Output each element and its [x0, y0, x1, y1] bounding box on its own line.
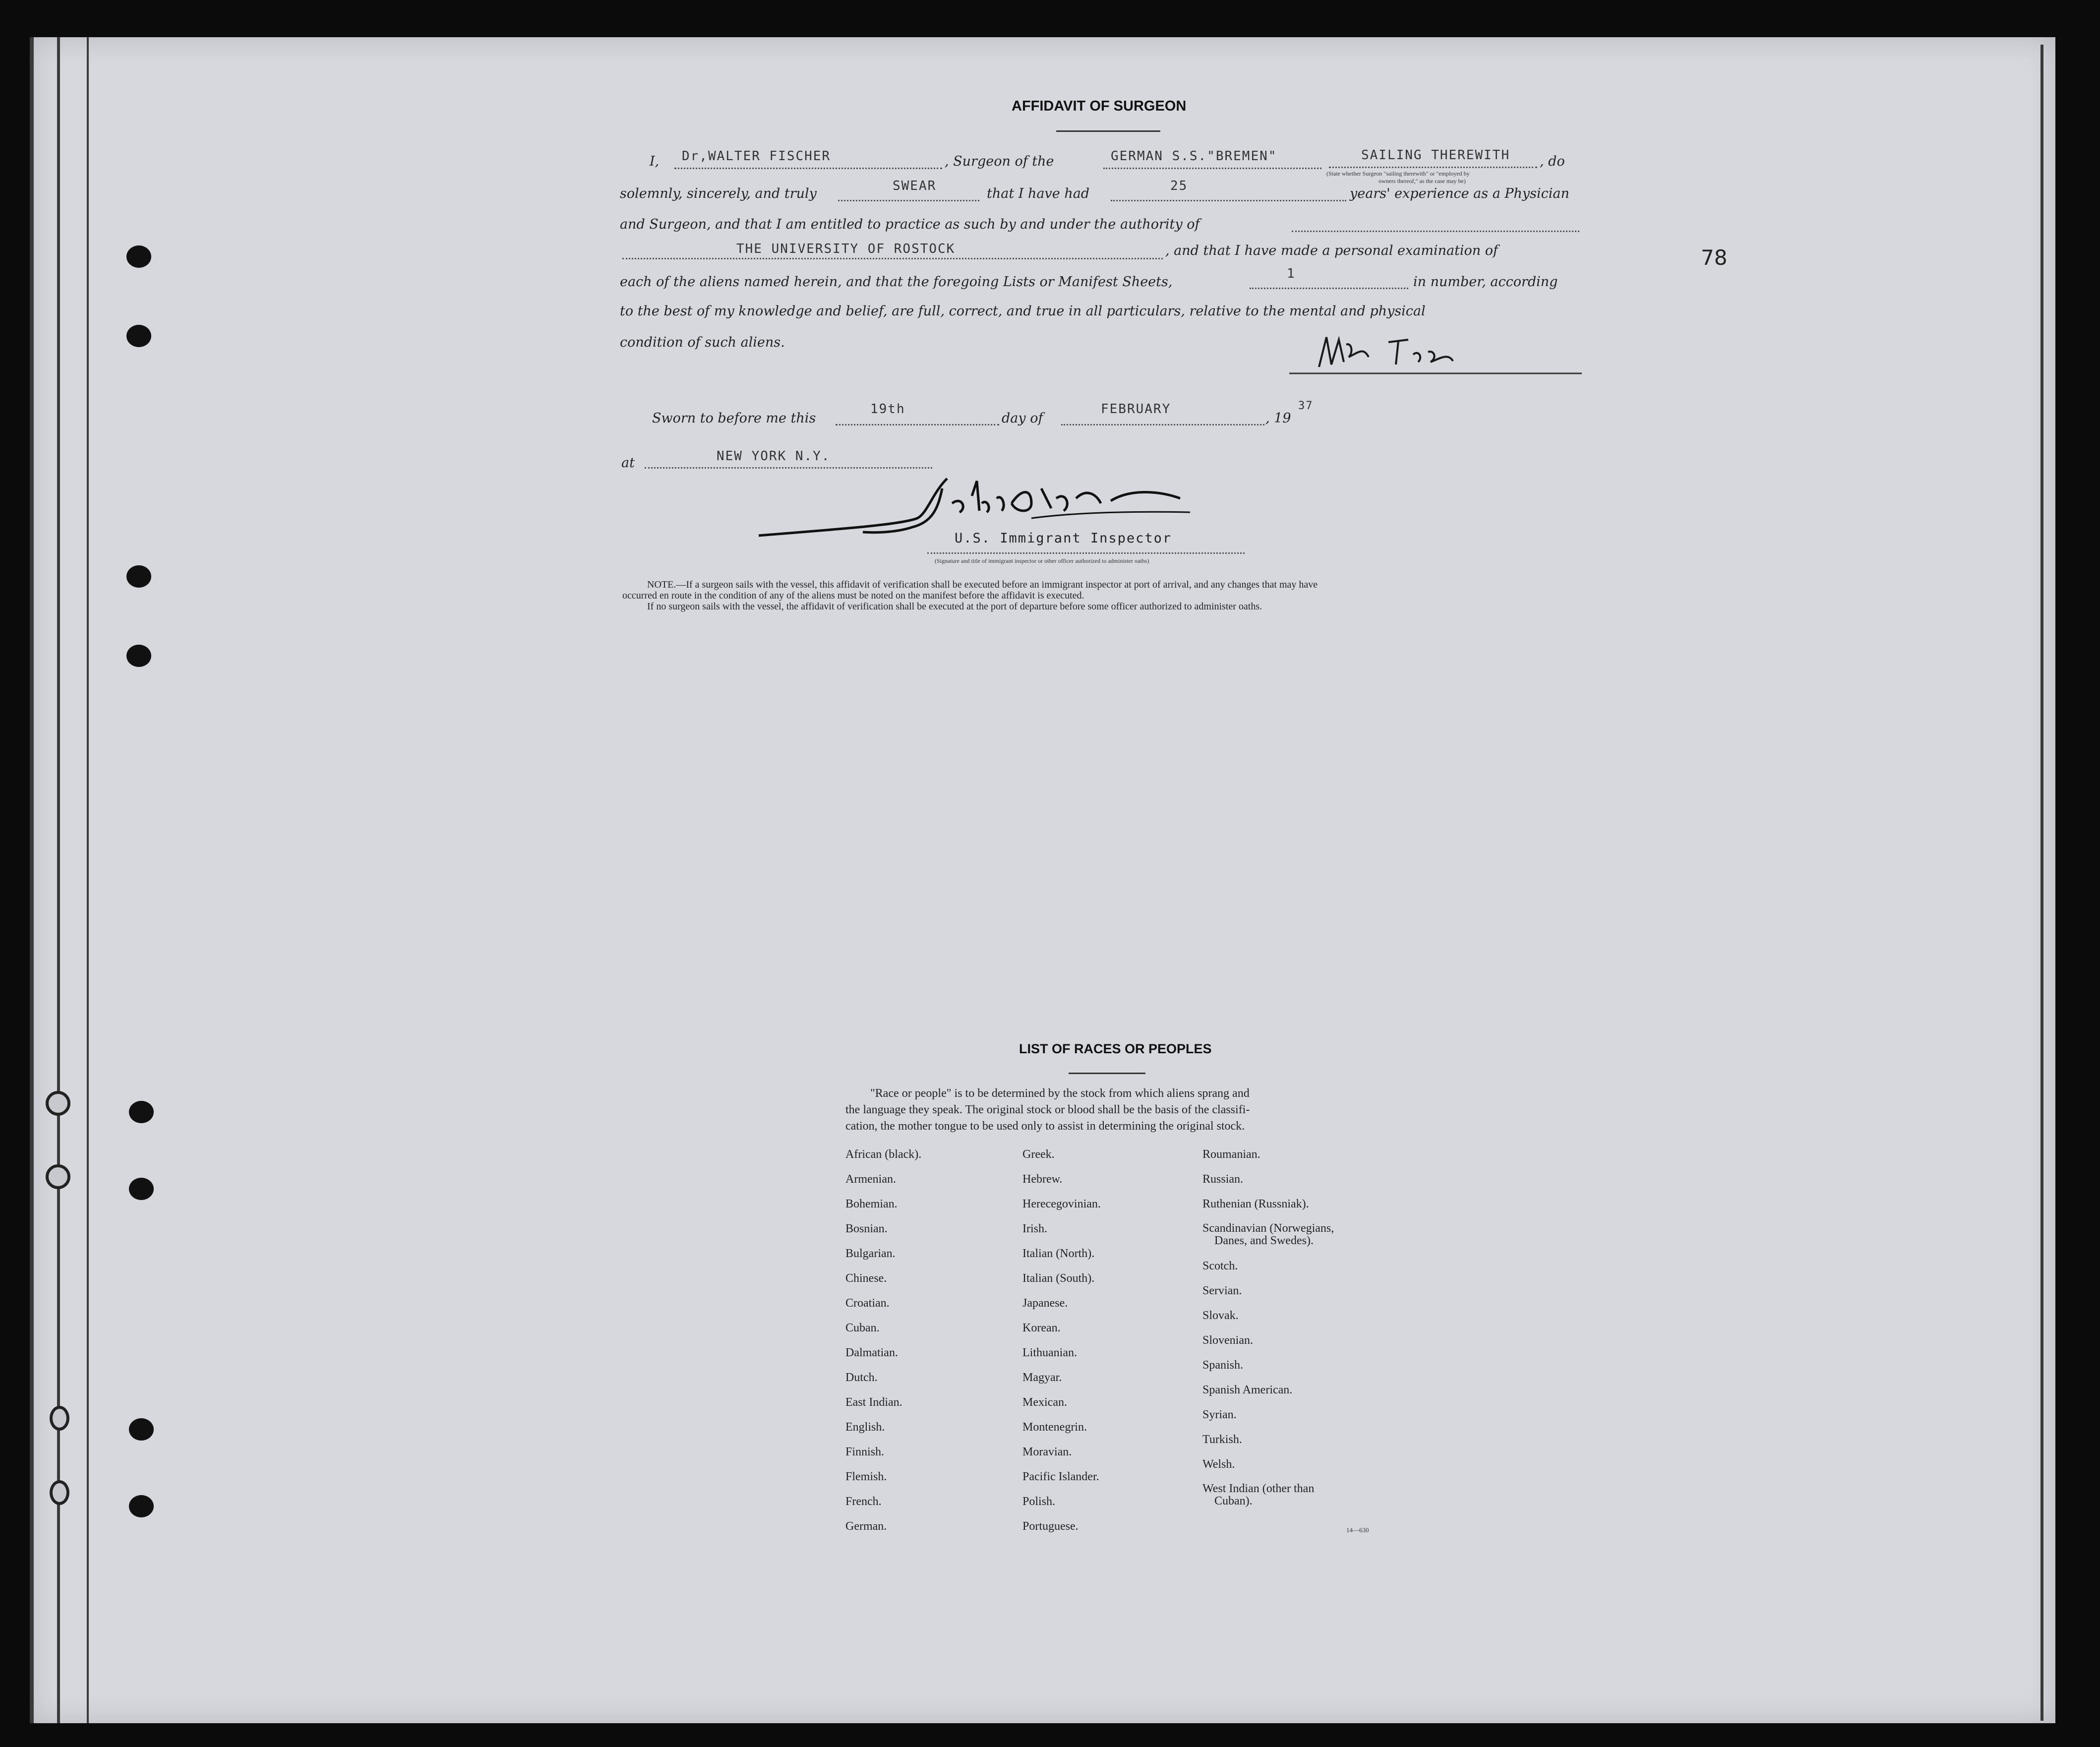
- note-line-2: occurred en route in the condition of any of the aliens must be noted on the manifest before the affidavit is executed.: [622, 590, 1084, 601]
- race-item: Turkish.: [1202, 1433, 1242, 1446]
- race-item: Irish.: [1022, 1222, 1047, 1235]
- race-item: Syrian.: [1202, 1408, 1237, 1421]
- punch-hole-ring: [50, 1406, 69, 1431]
- surgeon-name-line: [674, 168, 942, 169]
- sworn-text: Sworn to before me this: [652, 411, 816, 426]
- races-intro-3: cation, the mother tongue to be used only to assist in determining the original stock.: [845, 1120, 1245, 1133]
- race-item: African (black).: [845, 1148, 922, 1161]
- race-item: Bosnian.: [845, 1222, 888, 1235]
- race-item: Croatian.: [845, 1297, 890, 1310]
- at-text: at: [621, 455, 635, 471]
- solemnly-text: solemnly, sincerely, and truly: [620, 186, 817, 201]
- punch-hole: [126, 245, 151, 268]
- oath-word-line: [838, 200, 979, 201]
- each-of-text: each of the aliens named herein, and that the foregoing Lists or Manifest Sheets,: [620, 274, 1173, 290]
- race-item: French.: [845, 1495, 882, 1508]
- punch-hole: [126, 645, 151, 667]
- punch-hole: [126, 565, 151, 588]
- race-item: Ruthenian (Russniak).: [1202, 1198, 1309, 1210]
- races-column-3: [1202, 1142, 1334, 1514]
- ship-name-line: [1103, 168, 1321, 169]
- years-experience: 25: [1170, 179, 1188, 193]
- note-line-1: NOTE.—If a surgeon sails with the vessel, this affidavit of verification shall be executed before an immigrant inspector at port of arrival, and any changes that may have: [647, 579, 1318, 590]
- race-item: Pacific Islander.: [1022, 1470, 1099, 1483]
- race-item: Welsh.: [1202, 1458, 1235, 1471]
- race-item: Herecegovinian.: [1022, 1198, 1101, 1210]
- note-line-3: If no surgeon sails with the vessel, the affidavit of verification shall be executed at the port of departure before some officer authorized to administer oaths.: [647, 601, 1262, 612]
- race-item: Spanish.: [1202, 1359, 1244, 1372]
- surgeon-name: Dr,WALTER FISCHER: [682, 149, 831, 164]
- race-item: Italian (North).: [1022, 1247, 1095, 1260]
- races-intro-2: the language they speak. The original stock or blood shall be the basis of the classifi-: [845, 1103, 1250, 1116]
- race-item: Servian.: [1202, 1284, 1242, 1297]
- affidavit-i: I,: [650, 154, 660, 169]
- races-column-2: [1022, 1142, 1101, 1539]
- race-item: Lithuanian.: [1022, 1346, 1077, 1359]
- punch-hole: [126, 325, 151, 347]
- do-text: , do: [1540, 154, 1565, 169]
- sworn-day: 19th: [870, 402, 905, 417]
- punch-hole: [129, 1101, 154, 1123]
- university-name: THE UNIVERSITY OF ROSTOCK: [736, 241, 956, 256]
- race-item: Portuguese.: [1022, 1520, 1079, 1533]
- race-item-line: West Indian (other than: [1202, 1482, 1315, 1495]
- status-note-1: (State whether Surgeon "sailing therewith" or "employed by: [1326, 170, 1470, 177]
- condition-text: condition of such aliens.: [620, 335, 785, 350]
- punch-hole: [129, 1418, 154, 1441]
- years-experience-line: [1111, 200, 1346, 201]
- race-item: Russian.: [1202, 1173, 1244, 1186]
- day-of-text: day of: [1002, 411, 1043, 426]
- in-number-text: in number, according: [1413, 274, 1558, 290]
- race-item: Slovenian.: [1202, 1334, 1253, 1347]
- form-number: 14—630: [1346, 1526, 1369, 1534]
- race-item: Spanish American.: [1202, 1384, 1293, 1396]
- status-note-2: owners thereof," as the case may be): [1379, 178, 1466, 184]
- surgeon-status-line: [1329, 167, 1537, 168]
- sworn-place: NEW YORK N.Y.: [717, 449, 831, 464]
- to-the-best-text: to the best of my knowledge and belief, are full, correct, and true in all particulars, relative to the mental and physical: [620, 303, 1426, 319]
- inspector-title: U.S. Immigrant Inspector: [955, 531, 1172, 546]
- race-item: Chinese.: [845, 1272, 887, 1285]
- punch-hole: [129, 1495, 154, 1517]
- surgeon-signature: [1289, 322, 1587, 377]
- race-item: Magyar.: [1022, 1371, 1062, 1384]
- sworn-day-line: [836, 424, 999, 425]
- authority-line: [1292, 231, 1579, 232]
- race-item-line: Cuban).: [1214, 1495, 1253, 1507]
- race-item: Greek.: [1022, 1148, 1055, 1161]
- race-item: Polish.: [1022, 1495, 1056, 1508]
- race-item: Bohemian.: [845, 1198, 898, 1210]
- sworn-month: FEBRUARY: [1101, 402, 1171, 417]
- race-item: Scotch.: [1202, 1260, 1238, 1272]
- race-item: Roumanian.: [1202, 1148, 1260, 1161]
- affidavit-title: AFFIDAVIT OF SURGEON: [1012, 98, 1187, 114]
- races-column-1: [845, 1142, 921, 1539]
- races-title: LIST OF RACES OR PEOPLES: [1019, 1041, 1212, 1056]
- race-item: Finnish.: [845, 1446, 885, 1458]
- examination-text: , and that I have made a personal examination of: [1165, 243, 1499, 258]
- race-item: Cuban.: [845, 1322, 880, 1334]
- races-intro-1: "Race or people" is to be determined by the stock from which aliens sprang and: [870, 1087, 1250, 1100]
- oath-word: SWEAR: [893, 179, 937, 193]
- punch-hole: [129, 1178, 154, 1200]
- punch-hole-ring: [46, 1164, 70, 1189]
- page-edge: [2040, 45, 2043, 1721]
- race-item: East Indian.: [845, 1396, 902, 1409]
- race-item: Hebrew.: [1022, 1173, 1063, 1186]
- race-item: Moravian.: [1022, 1446, 1072, 1458]
- binding-edge: [87, 37, 89, 1723]
- races-title-rule: [1069, 1073, 1145, 1074]
- year-suffix: 37: [1298, 400, 1314, 412]
- sheet-count-line: [1250, 288, 1408, 289]
- surgeon-status: SAILING THEREWITH: [1361, 148, 1510, 163]
- race-item: Flemish.: [845, 1470, 887, 1483]
- binding-edge: [57, 37, 60, 1723]
- race-item-line: Danes, and Swedes).: [1214, 1234, 1314, 1247]
- that-i-have-had-text: that I have had: [987, 186, 1090, 201]
- race-item: Armenian.: [845, 1173, 896, 1186]
- race-item: Italian (South).: [1022, 1272, 1095, 1285]
- race-item: [1202, 1477, 1334, 1514]
- race-item-line: Scandinavian (Norwegians,: [1202, 1222, 1334, 1235]
- page-number: 78: [1701, 245, 1728, 270]
- inspector-title-line: [927, 552, 1245, 554]
- punch-hole-ring: [46, 1091, 70, 1116]
- year-prefix: , 19: [1265, 411, 1291, 426]
- race-item: Korean.: [1022, 1322, 1061, 1334]
- race-item: Bulgarian.: [845, 1247, 896, 1260]
- university-line: [622, 258, 1163, 259]
- race-item: English.: [845, 1421, 885, 1434]
- race-item: [1202, 1216, 1334, 1254]
- sheet-count: 1: [1287, 266, 1296, 281]
- inspector-caption: (Signature and title of immigrant inspector or other officer authorized to administer oaths): [935, 557, 1149, 564]
- race-item: Dalmatian.: [845, 1346, 898, 1359]
- surgeon-of-the-text: , Surgeon of the: [945, 154, 1054, 169]
- title-rule: [1056, 130, 1160, 132]
- race-item: Montenegrin.: [1022, 1421, 1087, 1434]
- experience-text: years' experience as a Physician: [1350, 186, 1569, 201]
- sworn-month-line: [1061, 424, 1264, 425]
- punch-hole-ring: [50, 1480, 69, 1505]
- race-item: Dutch.: [845, 1371, 878, 1384]
- race-item: Japanese.: [1022, 1297, 1068, 1310]
- race-item: German.: [845, 1520, 887, 1533]
- race-item: Mexican.: [1022, 1396, 1067, 1409]
- ship-name: GERMAN S.S."BREMEN": [1111, 149, 1277, 164]
- and-surgeon-text: and Surgeon, and that I am entitled to practice as such by and under the authority of: [620, 217, 1200, 232]
- race-item: Slovak.: [1202, 1309, 1239, 1322]
- binding-edge: [30, 37, 34, 1723]
